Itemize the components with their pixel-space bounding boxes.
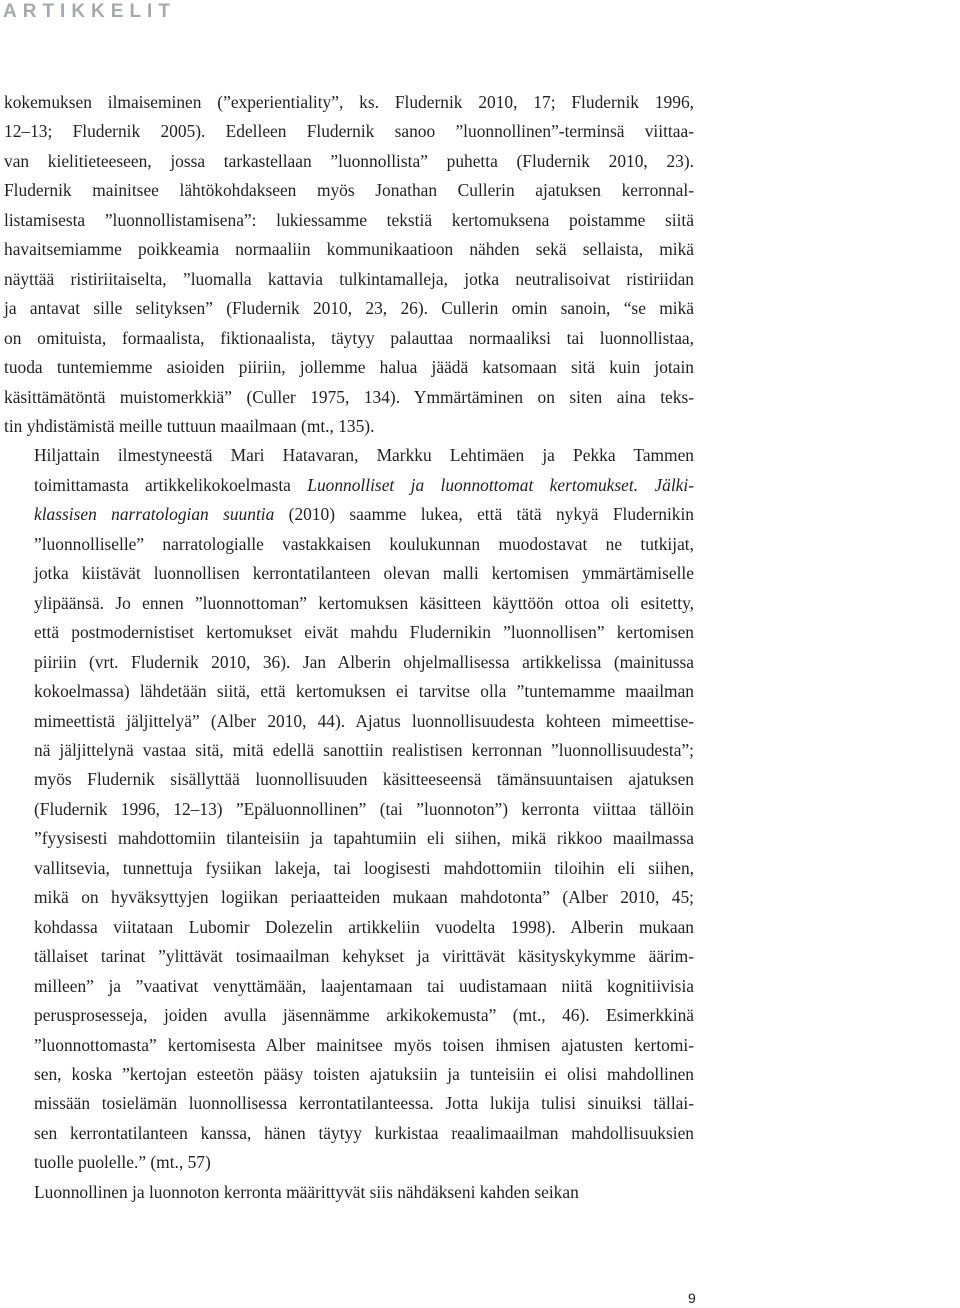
text-line: van kielitieteeseen, jossa tarkastellaan ”luonnollista” puhetta (Fludernik 2010, 23). — [4, 150, 694, 171]
text-line: käsittämätöntä muistomerkkiä” (Culler 1975, 134). Ymmärtäminen on siten aina teks- — [4, 386, 694, 407]
text-line: piiriin (vrt. Fludernik 2010, 36). Jan Alberin ohjelmallisessa artikkelissa (mainitussa — [34, 651, 694, 672]
paragraph — [4, 441, 694, 1177]
text-line: listamisesta ”luonnollistamisena”: lukiessamme tekstiä kertomuksena poistamme siitä — [4, 209, 694, 230]
text-line: ”luonnolliselle” narratologialle vastakkaisen koulukunnan muodostavat ne tutkijat, — [34, 533, 694, 554]
page-number: 9 — [688, 1290, 696, 1306]
text-line: tuoda tuntemiemme asioiden piiriin, jollemme halua jäädä katsomaan sitä kuin jotain — [4, 357, 694, 378]
article-body — [4, 88, 694, 1207]
text-line: Hiljattain ilmestyneestä Mari Hatavaran, Markku Lehtimäen ja Pekka Tammen — [34, 445, 694, 466]
text-line: havaitsemiamme poikkeamia normaaliin kommunikaatioon nähden sekä sellaista, mikä — [4, 239, 694, 260]
text-line: missään tosielämän luonnollisessa kerrontatilanteessa. Jotta lukija tulisi sinuiksi tällai- — [34, 1093, 694, 1114]
text-line: Fludernik mainitsee lähtökohdakseen myös Jonathan Cullerin ajatuksen kerronnal- — [4, 180, 694, 201]
text-line: kokemuksen ilmaiseminen (”experientiality”, ks. Fludernik 2010, 17; Fludernik 1996, — [4, 92, 694, 112]
italic-title: Luonnolliset ja luonnottomat kertomukset. Jälki- — [307, 474, 695, 495]
section-label: ARTIKKELIT — [3, 1, 176, 22]
text-line: perusprosesseja, joiden avulla jäsennämme arkikokemusta” (mt., 46). Esimerkkinä — [34, 1005, 694, 1026]
text-line: että postmodernistiset kertomukset eivät mahdu Fludernikin ”luonnollisen” kertomisen — [34, 622, 694, 643]
text-line: nä jäljittelynä vastaa sitä, mitä edellä sanottiin realistisen kerronnan ”luonnollisuudesta”; — [34, 739, 694, 760]
paragraph — [4, 1178, 694, 1207]
text-line: milleen” ja ”vaativat venyttämään, laajentamaan tai uudistamaan niitä kognitiivisia — [34, 975, 694, 996]
text-line: 12–13; Fludernik 2005). Edelleen Fludernik sanoo ”luonnollinen”-terminsä viittaa- — [4, 121, 694, 142]
text-line: tin yhdistämistä meille tuttuun maailmaan (mt., 135). — [4, 415, 375, 436]
text-line: tuolle puolelle.” (mt., 57) — [34, 1152, 211, 1173]
text-line: myös Fludernik sisällyttää luonnollisuuden käsitteeseensä tämänsuuntaisen ajatuksen — [34, 769, 694, 790]
text-line: jotka kiistävät luonnollisen kerrontatilanteen olevan malli kertomisen ymmärtämiselle — [34, 563, 694, 584]
text-line: sen kerrontatilanteen kanssa, hänen täytyy kurkistaa reaalimaailman mahdollisuuksien — [34, 1122, 694, 1143]
text-line: mikä on hyväksyttyjen logiikan periaatteiden mukaan mahdotonta” (Alber 2010, 45; — [34, 887, 694, 908]
text-line: kokoelmassa) lähdetään siitä, että kertomuksen ei tarvitse olla ”tuntemamme maailman — [34, 681, 694, 702]
text-line: klassisen narratologian suuntia (2010) saamme lukea, että tätä nykyä Fludernikin — [34, 504, 694, 525]
text-line: sen, koska ”kertojan esteetön pääsy toisten ajatuksiin ja tunteisiin ei olisi mahdollinen — [34, 1063, 694, 1084]
text-line: ”luonnottomasta” kertomisesta Alber mainitsee myös toisen ihmisen ajatusten kertomi- — [34, 1034, 694, 1055]
text-line: ylipäänsä. Jo ennen ”luonnottoman” kertomuksen käsitteen käyttöön ottoa oli esitetty, — [34, 592, 694, 613]
text-line: on omituista, formaalista, fiktionaalista, täytyy palauttaa normaaliksi tai luonnollistaa, — [4, 327, 694, 348]
italic-title: klassisen narratologian suuntia — [34, 504, 275, 525]
text-line: (Fludernik 1996, 12–13) ”Epäluonnollinen” (tai ”luonnoton”) kerronta viittaa tällöin — [34, 798, 694, 819]
text-line: ”fyysisesti mahdottomiin tilanteisiin ja tapahtumiin eli siihen, mikä rikkoo maailmassa — [34, 828, 694, 849]
text-line: toimittamasta artikkelikokoelmasta Luonnolliset ja luonnottomat kertomukset. Jälki- — [34, 474, 695, 495]
text-line: mimeettistä jäljittelyä” (Alber 2010, 44). Ajatus luonnollisuudesta kohteen mimeettise- — [34, 710, 694, 731]
text-line: näyttää ristiriitaiselta, ”luomalla kattavia tulkintamalleja, jotka neutralisoivat ristiriidan — [4, 268, 694, 289]
text-line: ja antavat sille selityksen” (Fludernik 2010, 23, 26). Cullerin omin sanoin, “se mikä — [4, 298, 694, 319]
text-line: vallitsevia, tunnettuja fysiikan lakeja, tai loogisesti mahdottomiin tiloihin eli siihen, — [34, 857, 694, 878]
paragraph — [4, 88, 694, 441]
text-line: Luonnollinen ja luonnoton kerronta määrittyvät siis nähdäkseni kahden seikan — [34, 1181, 579, 1202]
text-line: tällaiset tarinat ”ylittävät tosimaailman kehykset ja virittävät käsityskykymme äärim- — [34, 946, 694, 967]
text-line: kohdassa viitataan Lubomir Dolezelin artikkeliin vuodelta 1998). Alberin mukaan — [34, 916, 694, 937]
